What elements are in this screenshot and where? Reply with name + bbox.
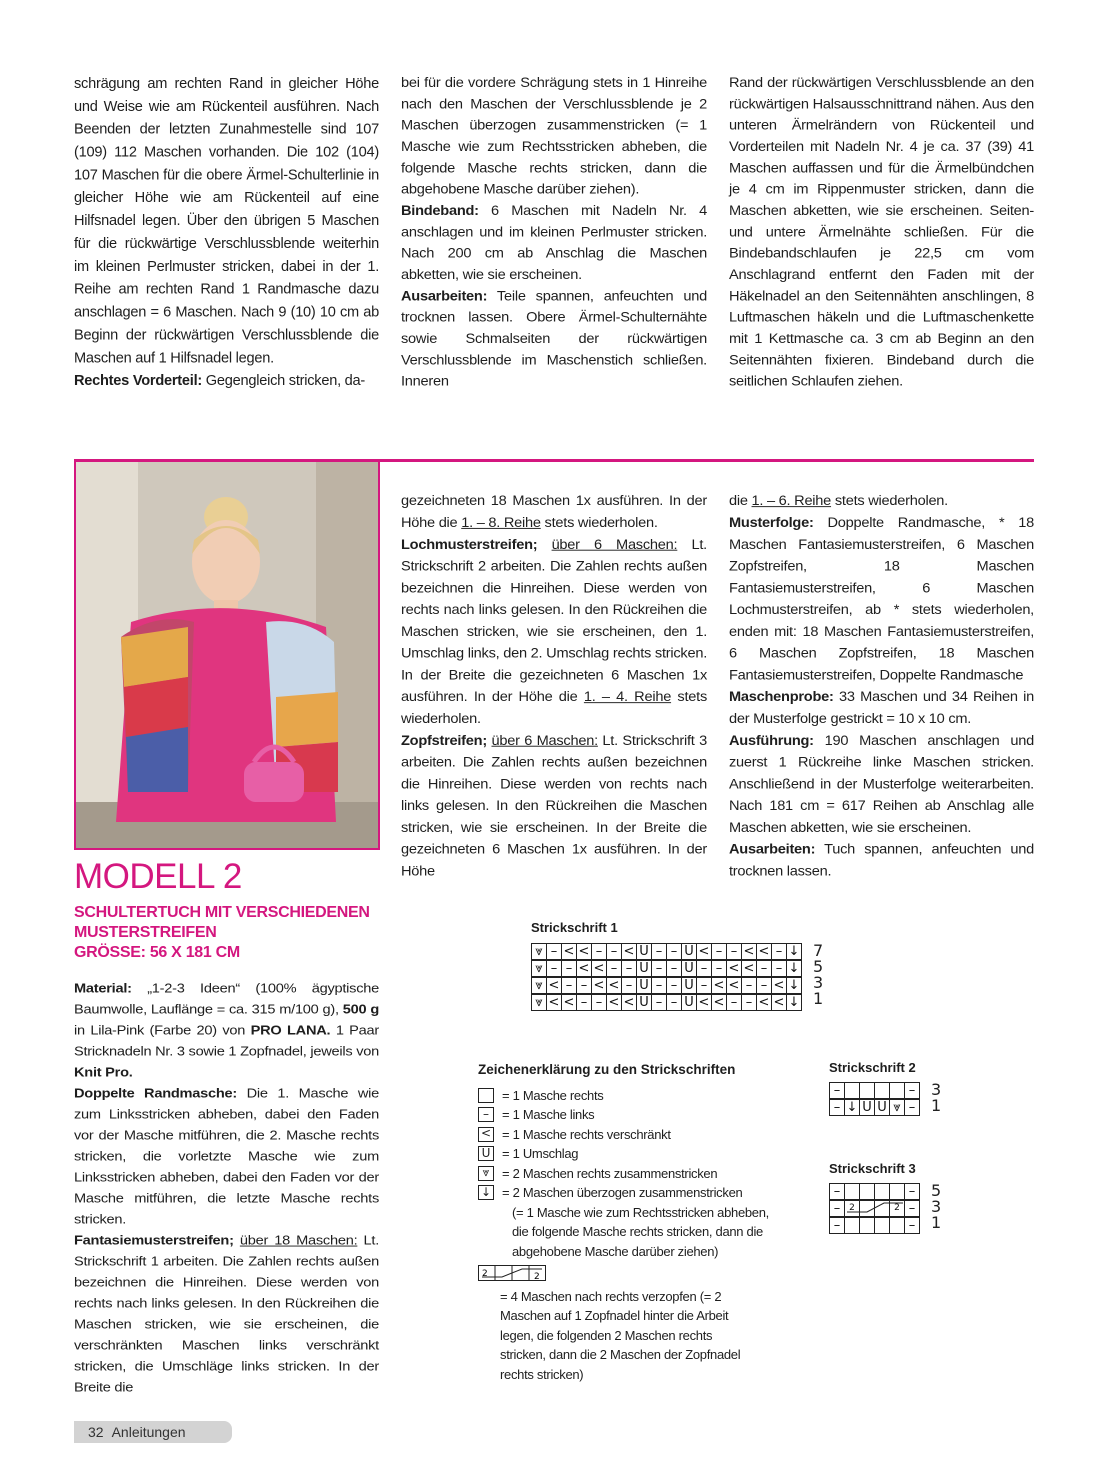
chart-cell: < — [576, 943, 592, 960]
legend-text: = 2 Maschen rechts zusammenstricken — [502, 1165, 718, 1181]
paragraph-text: Lt. Strickschrift 2 arbeiten. Die Zahlen rechts außen bezeichnen die Hinreihen. Diese werden von rechts nach links gelesen. In den Rückreihen die Maschen stricken, wie sie erscheinen, den 1. Umschlag links, den 2. Umschlag rechts stricken. In der Breite die gezeichneten 6 Maschen 1x ausführen. In der Höhe die — [401, 537, 707, 706]
section-heading: Ausarbeiten: — [729, 842, 816, 858]
paragraph-text: „1-2-3 Ideen“ (100% ägyptische Baumwolle, Lauflänge = ca. 315 m/100 g), — [74, 981, 379, 1018]
chart-cell — [859, 1200, 875, 1217]
chart-cell: < — [546, 977, 562, 994]
paragraph — [74, 979, 379, 1084]
paragraph-text: 1 Paar Stricknadeln Nr. 3 sowie 1 Zopfnadel, jeweils von — [74, 1023, 379, 1060]
model-photo — [74, 462, 380, 850]
chart-cell — [889, 1217, 905, 1234]
chart-cell — [844, 1183, 860, 1200]
chart-cell: – — [771, 960, 787, 977]
underlined-text: 1. – 6. Reihe — [751, 493, 832, 509]
chart-cell: < — [576, 960, 592, 977]
chart-cell: – — [576, 977, 592, 994]
paragraph-text: stets wiederholen. — [831, 493, 948, 509]
chart-cell — [844, 1082, 860, 1099]
chart-cell: < — [726, 977, 742, 994]
chart-cell — [859, 1082, 875, 1099]
chart-cell: U — [636, 977, 652, 994]
chart-cell — [874, 1200, 890, 1217]
paragraph — [74, 1084, 379, 1231]
legend-item — [478, 1144, 778, 1164]
chart-cell: – — [561, 960, 577, 977]
chart-cell: ⩔ — [531, 977, 547, 994]
chart-3-title: Strickschrift 3 — [829, 1161, 916, 1176]
paragraph — [401, 491, 707, 535]
chart-cell: < — [711, 994, 727, 1011]
section-name: Anleitungen — [111, 1424, 186, 1440]
legend-text: = 1 Masche rechts — [502, 1087, 604, 1103]
chart-cell: ⩔ — [531, 960, 547, 977]
paragraph-text: stets wiederholen. — [401, 689, 707, 727]
legend-text: = 1 Umschlag — [502, 1146, 579, 1161]
cable-description: = 4 Maschen nach rechts verzopfen (= 2 Maschen auf 1 Zopfnadel hinter die Arbeit legen, die folgenden 2 Maschen rechts stricken, dann die 2 Maschen der Zopfnadel rechts stricken) — [500, 1288, 741, 1382]
subtitle-line: SCHULTERTUCH MIT VERSCHIEDENEN — [74, 904, 370, 921]
section-heading: Fantasiemusterstreifen; — [74, 1233, 234, 1249]
section-heading: Maschenprobe: — [729, 689, 834, 706]
row-number: 1 — [931, 1213, 942, 1232]
paragraph — [401, 201, 707, 286]
chart-cell: – — [666, 994, 682, 1011]
chart-row — [531, 977, 801, 994]
row-number: 1 — [813, 989, 824, 1008]
paragraph-text: Die 1. Masche wie zum Linksstricken abheben, dabei den Faden vor der Masche mitführen, die 2. Masche rechts stricken, die vorletzte Masche wie zum Linksstricken abheben, dabei den Faden vor der Masche mitführen, die letzte Masche rechts stricken. — [74, 1086, 379, 1228]
model-photo-illustration — [76, 462, 378, 848]
section-heading: Ausarbeiten: — [401, 289, 488, 305]
text-column-4 — [74, 979, 379, 1399]
page-number: 32 — [88, 1424, 104, 1440]
chart-cell: – — [651, 994, 667, 1011]
chart-cell: – — [711, 943, 727, 960]
paragraph — [401, 731, 707, 883]
legend-symbol-icon: < — [478, 1127, 494, 1142]
paragraph: schrägung am rechten Rand in gleicher Höhe und Weise wie am Rückenteil ausführen. Nach Beenden der letzten Zunahmestelle sind 107 (109) 112 Maschen vorhanden. Die 102 (104) 107 Maschen für die obere Ärmel-Schulterlinie in gleicher Höhe wie am Rückenteil auf eine Hilfsnadel legen. Über den übrigen 5 Maschen für die rückwärtige Verschlussblende weiterhin im kleinen Perlmuster stricken, dabei in der 1. Reihe am rechten Rand 1 Randmasche dazu anschlagen = 6 Maschen. Nach 9 (10) 10 cm ab Beginn der rückwärtigen Verschlussblende die Maschen auf 1 Hilfsnadel legen. — [74, 75, 379, 367]
legend-item — [478, 1086, 778, 1106]
chart-cell: – — [829, 1217, 845, 1234]
chart-cell: ⩔ — [889, 1099, 905, 1116]
chart-cell — [859, 1217, 875, 1234]
legend-symbol-icon: ↓ — [478, 1185, 494, 1200]
chart-cell: U — [636, 943, 652, 960]
chart-cell: U — [859, 1099, 875, 1116]
chart-cell: – — [904, 1082, 920, 1099]
section-heading: Zopfstreifen; — [401, 733, 487, 749]
chart-cell: – — [726, 943, 742, 960]
chart-cell: < — [711, 977, 727, 994]
row-number: 5 — [931, 1181, 942, 1200]
text-column-6 — [729, 491, 1034, 883]
chart-cell: ⩔ — [531, 994, 547, 1011]
chart-1-title: Strickschrift 1 — [531, 920, 618, 935]
chart-cell: < — [696, 943, 712, 960]
chart-cell — [874, 1082, 890, 1099]
paragraph — [729, 839, 1034, 883]
chart-cell: ↓ — [786, 977, 802, 994]
section-heading: Doppelte Randmasche: — [74, 1086, 237, 1102]
chart-cell: < — [756, 994, 772, 1011]
chart-cell: U — [681, 960, 697, 977]
text-column-2 — [401, 73, 707, 393]
paragraph-text: in Lila-Pink (Farbe 20) von — [74, 1023, 251, 1039]
paragraph — [74, 1231, 379, 1399]
chart-cell: 2 — [889, 1200, 905, 1217]
chart-cell: ↓ — [844, 1099, 860, 1116]
chart-cell: – — [696, 960, 712, 977]
chart-2-title: Strickschrift 2 — [829, 1060, 916, 1075]
legend-note: (= 1 Masche wie zum Rechtsstricken abheben, die folgende Masche rechts stricken, dann die abgehobene Masche darüber ziehen) — [512, 1204, 769, 1259]
legend-symbol-icon: – — [478, 1107, 494, 1122]
legend-text: = 1 Masche rechts verschränkt — [502, 1126, 671, 1142]
chart-cell: – — [666, 943, 682, 960]
symbol-legend — [478, 1060, 778, 1384]
legend-text: = 2 Maschen überzogen zusammenstricken — [502, 1185, 743, 1200]
legend-cable — [478, 1265, 778, 1384]
paragraph — [729, 491, 1034, 513]
chart-cell: – — [756, 960, 772, 977]
chart-cell — [889, 1082, 905, 1099]
chart-cell: – — [711, 960, 727, 977]
paragraph — [729, 687, 1034, 731]
paragraph-text: 6 Maschen mit Nadeln Nr. 4 anschlagen und im kleinen Perlmuster stricken. Nach 200 cm ab Anschlag die Maschen abketten, wie sie erscheinen. — [401, 203, 707, 283]
chart-cell: – — [829, 1099, 845, 1116]
paragraph-text: Gegengleich stricken, da- — [201, 373, 366, 390]
chart-cell — [874, 1183, 890, 1200]
chart-cell: < — [561, 943, 577, 960]
chart-cell: ↓ — [786, 943, 802, 960]
chart-cell: < — [741, 960, 757, 977]
paragraph-text: 190 Maschen anschlagen und zuerst 1 Rückreihe linke Maschen stricken. Anschließend in der Musterfolge weiterarbeiten. Nach 181 cm = 617 Reihen ab Anschlag alle Maschen abketten, wie sie erscheinen. — [729, 733, 1034, 836]
chart-cell: < — [621, 994, 637, 1011]
chart-cell: < — [606, 994, 622, 1011]
chart-cell: < — [741, 943, 757, 960]
chart-row — [531, 994, 801, 1011]
section-heading: Ausführung: — [729, 733, 814, 749]
chart-cell: – — [741, 977, 757, 994]
chart-cell: < — [546, 994, 562, 1011]
chart-row — [829, 1200, 919, 1217]
paragraph-text: die — [729, 493, 752, 509]
chart-cell: – — [756, 977, 772, 994]
chart-cell: < — [606, 977, 622, 994]
chart-cell: U — [636, 960, 652, 977]
paragraph-text: Doppelte Randmasche, * 18 Maschen Fantasiemusterstreifen, 6 Maschen Zopfstreifen, 18 Maschen Fantasiemusterstreifen, 6 Maschen Lochmusterstreifen, ab * stets wiederholen, enden mit: 18 Maschen Fantasiemusterstreifen, 6 Maschen Zopfstreifen, 18 Maschen Fantasiemusterstreifen, Doppelte Randmasche — [729, 515, 1034, 684]
chart-cell: U — [681, 977, 697, 994]
chart-cell: < — [771, 977, 787, 994]
paragraph — [729, 513, 1034, 687]
legend-item — [478, 1105, 778, 1125]
underlined-text: 1. – 4. Reihe — [583, 689, 672, 706]
chart-cell: – — [741, 994, 757, 1011]
row-number: 3 — [813, 973, 824, 992]
paragraph-text: Lt. Strickschrift 1 arbeiten. Die Zahlen rechts außen bezeichnen die Hinreihen. Diese werden von rechts nach links gelesen. In den Rückreihen die Maschen stricken, wie sie erscheinen, die verschränkten Maschen links verschränkt stricken, die Umschläge links stricken. In der Breite die — [74, 1233, 379, 1396]
section-heading: Bindeband: — [401, 203, 479, 219]
chart-cell: – — [606, 960, 622, 977]
chart-cell: ↓ — [786, 994, 802, 1011]
chart-cell: < — [621, 943, 637, 960]
chart-cell: – — [829, 1183, 845, 1200]
chart-cell: – — [904, 1099, 920, 1116]
knitting-chart-3 — [829, 1181, 942, 1234]
paragraph — [74, 370, 379, 393]
paragraph — [729, 731, 1034, 840]
chart-cell: – — [771, 943, 787, 960]
chart-cell — [874, 1217, 890, 1234]
chart-cell: – — [621, 977, 637, 994]
bold-text: 500 g — [342, 1002, 379, 1018]
chart-cell: – — [904, 1183, 920, 1200]
chart-cell: U — [681, 994, 697, 1011]
chart-cell: – — [829, 1200, 845, 1217]
knitting-chart-1 — [531, 941, 824, 1011]
section-heading: Rechtes Vorderteil: — [74, 373, 202, 390]
chart-row — [829, 1183, 919, 1200]
paragraph: bei für die vordere Schrägung stets in 1 Hinreihe nach den Maschen der Verschlussblende je 2 Maschen überzogen zusammenstricken (= 1 Masche wie zum Rechtsstricken abheben, die folgende Masche rechts stricken, dann die abgehobene Masche darüber ziehen). — [401, 75, 707, 198]
legend-item — [478, 1164, 778, 1184]
chart-cell: – — [666, 960, 682, 977]
legend-items — [478, 1086, 778, 1203]
size-line: GRÖSSE: 56 X 181 CM — [74, 944, 240, 961]
chart-cell: – — [904, 1217, 920, 1234]
bold-text: Knit Pro. — [74, 1065, 133, 1081]
paragraph-text: Lt. Strickschrift 3 arbeiten. Die Zahlen rechts außen bezeichnen die Hinreihen. Diese werden von rechts nach links gelesen. In den Rückreihen die Maschen stricken, wie sie erscheinen. In der Breite die gezeichneten 6 Maschen 1x ausführen. In der Höhe — [401, 733, 707, 880]
legend-item — [478, 1183, 778, 1203]
chart-cell: < — [591, 960, 607, 977]
chart-cell: < — [771, 994, 787, 1011]
chart-row — [531, 960, 801, 977]
model-title: MODELL 2 — [74, 857, 242, 896]
text-column-5 — [401, 491, 707, 883]
chart-row — [531, 943, 801, 960]
cable-label-left: 2 — [482, 1269, 488, 1279]
underlined-text: über 18 Maschen: — [239, 1233, 358, 1249]
chart-cell: < — [726, 960, 742, 977]
paragraph: Rand der rückwärtigen Verschlussblende an den rückwärtigen Halsausschnittrand nähen. Aus den unteren Ärmelrändern von Rückenteil und Vorderteilen mit Nadeln Nr. 4 je ca. 37 (39) 41 Maschen auffassen und für die Ärmelbündchen je 4 cm im Rippenmuster stricken, dann die Maschen abketten, wie sie erscheinen. Seiten-und untere Ärmelnähte schließen. Für die Bindebandschlaufen je 22,5 cm vom Anschlagrand entfernt den Faden mit der Häkelnadel an den Seitennähten anschlingen, 8 Luftmaschen häkeln und die Luftmaschenkette mit 1 Kettmasche ca. 3 cm ab Beginn an den Seitennähten fixieren. Bindeband durch die seitlichen Schlaufen ziehen. — [729, 75, 1034, 390]
chart-cell: < — [591, 977, 607, 994]
chart-cell: – — [651, 960, 667, 977]
chart-cell: ⩔ — [531, 943, 547, 960]
chart-cell: – — [591, 994, 607, 1011]
model-subtitle — [74, 903, 374, 963]
chart-cell — [859, 1183, 875, 1200]
section-heading: Material: — [74, 981, 132, 997]
paragraph — [401, 535, 707, 731]
chart-cell: – — [606, 943, 622, 960]
legend-symbol-icon — [478, 1088, 494, 1103]
paragraph-text: Teile spannen, anfeuchten und trocknen lassen. Obere Ärmel-Schulternähte sowie Schmalseiten der rückwärtigen Verschlussblende im Maschenstich schließen. Inneren — [401, 289, 707, 390]
underlined-text: 1. – 8. Reihe — [461, 515, 541, 531]
paragraph — [401, 286, 707, 393]
knitting-chart-2 — [829, 1080, 942, 1116]
chart-row — [829, 1082, 919, 1099]
chart-cell: U — [681, 943, 697, 960]
section-heading: Musterfolge: — [729, 515, 814, 531]
chart-cell — [889, 1183, 905, 1200]
chart-cell: – — [591, 943, 607, 960]
chart-cell: – — [726, 994, 742, 1011]
chart-cell: – — [546, 943, 562, 960]
chart-cell: – — [621, 960, 637, 977]
row-number: 3 — [931, 1197, 942, 1216]
legend-title: Zeichenerklärung zu den Strickschriften — [478, 1062, 736, 1077]
chart-cell: – — [651, 977, 667, 994]
cable-symbol-icon — [478, 1265, 546, 1281]
cable-label-right: 2 — [534, 1272, 540, 1281]
legend-text: = 1 Masche links — [502, 1107, 595, 1122]
chart-cell: – — [904, 1200, 920, 1217]
chart-row — [829, 1217, 919, 1234]
legend-symbol-icon: U — [478, 1146, 494, 1161]
paragraph-text: gezeichneten 18 Maschen 1x ausführen. In der Höhe die — [401, 493, 707, 531]
section-heading: Lochmusterstreifen; — [401, 537, 538, 553]
chart-cell — [844, 1217, 860, 1234]
row-number: 5 — [813, 957, 824, 976]
bold-text: PRO LANA. — [250, 1023, 331, 1039]
chart-cell: – — [561, 977, 577, 994]
page-footer — [74, 1421, 232, 1443]
chart-cell: < — [756, 943, 772, 960]
chart-cell: – — [829, 1082, 845, 1099]
chart-cell: U — [874, 1099, 890, 1116]
underlined-text: über 6 Maschen: — [491, 733, 598, 749]
chart-cell: – — [546, 960, 562, 977]
chart-cell: < — [561, 994, 577, 1011]
chart-cell: – — [696, 977, 712, 994]
chart-cell: 2 — [844, 1200, 860, 1217]
row-number: 7 — [813, 941, 824, 960]
underlined-text: über 6 Maschen: — [551, 537, 678, 553]
chart-cell: – — [666, 977, 682, 994]
chart-cell: < — [696, 994, 712, 1011]
legend-item — [478, 1125, 778, 1145]
chart-cell: ↓ — [786, 960, 802, 977]
text-column-1 — [74, 73, 379, 393]
row-number: 3 — [931, 1080, 942, 1099]
chart-cell: – — [651, 943, 667, 960]
chart-row — [829, 1099, 919, 1116]
paragraph-text: Tuch spannen, anfeuchten und trocknen lassen. — [729, 842, 1034, 880]
legend-symbol-icon: ⩔ — [478, 1166, 494, 1181]
subtitle-line: MUSTERSTREIFEN — [74, 924, 217, 941]
row-number: 1 — [931, 1096, 942, 1115]
paragraph-text: stets wiederholen. — [540, 515, 658, 531]
paragraph-text: 33 Maschen und 34 Reihen in der Musterfolge gestrickt = 10 x 10 cm. — [729, 689, 1034, 727]
chart-cell: – — [576, 994, 592, 1011]
text-column-3 — [729, 73, 1034, 393]
chart-cell: U — [636, 994, 652, 1011]
